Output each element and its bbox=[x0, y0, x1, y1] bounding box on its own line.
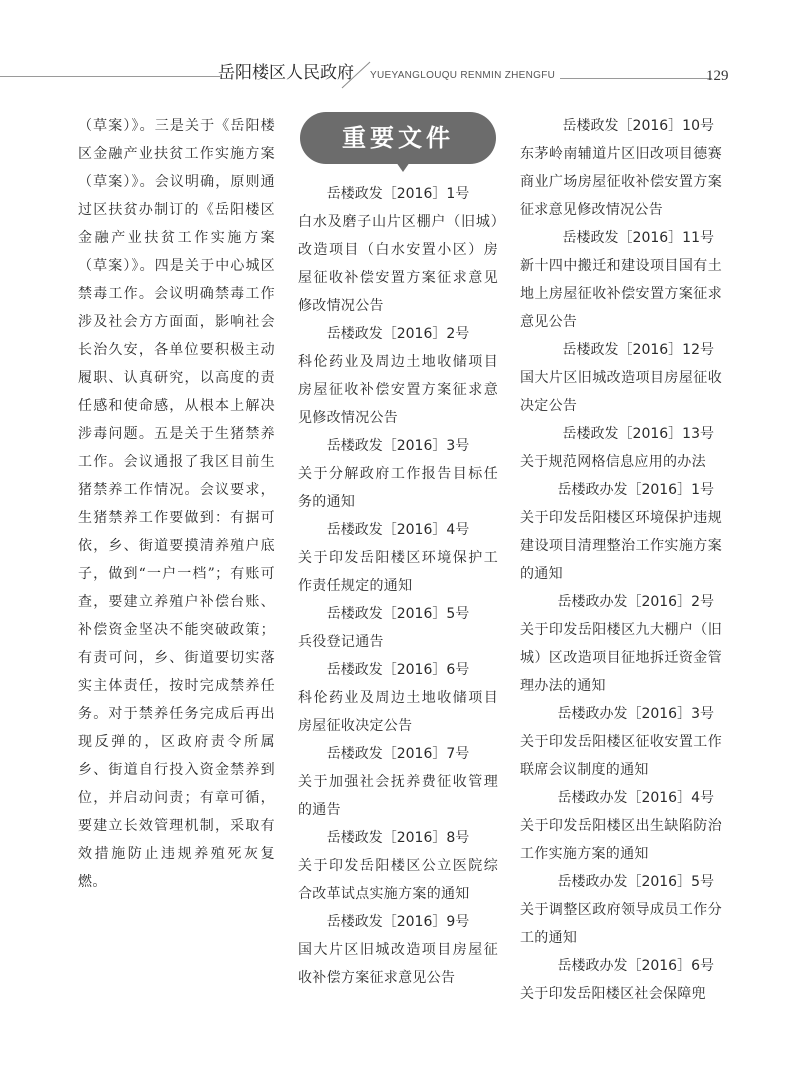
document-title: 关于印发岳阳楼区公立医院综合改革试点实施方案的通知 bbox=[298, 858, 498, 902]
document-title: 科伦药业及周边土地收储项目房屋征收决定公告 bbox=[298, 690, 498, 734]
document-entry bbox=[520, 952, 722, 1008]
document-title: 科伦药业及周边土地收储项目房屋征收补偿安置方案征求意见修改情况公告 bbox=[298, 354, 498, 426]
document-number: 岳楼政办发［2016］6号 bbox=[557, 958, 714, 974]
document-entry bbox=[520, 476, 722, 588]
document-title: 白水及磨子山片区棚户（旧城）改造项目（白水安置小区）房屋征收补偿安置方案征求意见修改情况公告 bbox=[298, 214, 498, 314]
document-title: 新十四中搬迁和建设项目国有土地上房屋征收补偿安置方案征求意见公告 bbox=[520, 258, 722, 330]
banner-pointer bbox=[396, 162, 410, 172]
document-title: 关于调整区政府领导成员工作分工的通知 bbox=[520, 902, 722, 946]
document-title: 关于印发岳阳楼区环境保护工作责任规定的通知 bbox=[298, 550, 498, 594]
document-entry bbox=[520, 868, 722, 952]
document-number: 岳楼政发［2016］5号 bbox=[326, 606, 470, 622]
document-entry bbox=[298, 516, 498, 600]
document-entry bbox=[520, 420, 722, 476]
header-title: 岳阳楼区人民政府 bbox=[218, 63, 354, 83]
left-column bbox=[78, 112, 275, 896]
document-number: 岳楼政发［2016］1号 bbox=[326, 186, 470, 202]
middle-column bbox=[298, 112, 498, 992]
document-entry bbox=[520, 784, 722, 868]
document-number: 岳楼政发［2016］7号 bbox=[326, 746, 470, 762]
document-title: 关于加强社会抚养费征收管理的通告 bbox=[298, 774, 498, 818]
document-entry bbox=[298, 908, 498, 992]
document-entry bbox=[520, 588, 722, 700]
header-rule-left bbox=[0, 76, 220, 77]
header-subtitle: YUEYANGLOUQU RENMIN ZHENGFU bbox=[370, 70, 556, 81]
document-entry bbox=[298, 320, 498, 432]
document-entry bbox=[298, 432, 498, 516]
document-entry bbox=[520, 700, 722, 784]
document-list-middle bbox=[298, 180, 498, 992]
document-list-right bbox=[520, 112, 722, 1008]
document-number: 岳楼政办发［2016］1号 bbox=[557, 482, 714, 498]
document-entry bbox=[298, 824, 498, 908]
document-title: 关于分解政府工作报告目标任务的通知 bbox=[298, 466, 498, 510]
document-number: 岳楼政办发［2016］2号 bbox=[557, 594, 714, 610]
document-number: 岳楼政办发［2016］4号 bbox=[557, 790, 714, 806]
document-number: 岳楼政发［2016］10号 bbox=[562, 118, 714, 134]
document-number: 岳楼政发［2016］12号 bbox=[562, 342, 714, 358]
header-slash-divider bbox=[340, 60, 374, 90]
right-column bbox=[520, 112, 722, 1008]
document-number: 岳楼政办发［2016］5号 bbox=[557, 874, 714, 890]
header-rule-right bbox=[560, 78, 712, 79]
document-entry bbox=[298, 740, 498, 824]
document-number: 岳楼政发［2016］9号 bbox=[326, 914, 470, 930]
document-entry bbox=[520, 336, 722, 420]
document-title: 关于印发岳阳楼区九大棚户（旧城）区改造项目征地拆迁资金管理办法的通知 bbox=[520, 622, 722, 694]
document-entry bbox=[298, 656, 498, 740]
document-entry bbox=[520, 112, 722, 224]
document-number: 岳楼政发［2016］4号 bbox=[326, 522, 470, 538]
document-number: 岳楼政办发［2016］3号 bbox=[557, 706, 714, 722]
section-banner bbox=[300, 112, 496, 164]
document-number: 岳楼政发［2016］2号 bbox=[326, 326, 470, 342]
document-number: 岳楼政发［2016］13号 bbox=[562, 426, 714, 442]
document-title: 国大片区旧城改造项目房屋征收补偿方案征求意见公告 bbox=[298, 942, 498, 986]
document-title: 关于印发岳阳楼区环境保护违规建设项目清理整治工作实施方案的通知 bbox=[520, 510, 722, 582]
document-number: 岳楼政发［2016］11号 bbox=[562, 230, 714, 246]
document-title: 关于印发岳阳楼区征收安置工作联席会议制度的通知 bbox=[520, 734, 722, 778]
document-number: 岳楼政发［2016］3号 bbox=[326, 438, 470, 454]
document-title: 关于规范网格信息应用的办法 bbox=[520, 454, 706, 470]
document-title: 兵役登记通告 bbox=[298, 634, 384, 650]
document-title: 东茅岭南辅道片区旧改项目德赛商业广场房屋征收补偿安置方案征求意见修改情况公告 bbox=[520, 146, 722, 218]
document-number: 岳楼政发［2016］8号 bbox=[326, 830, 470, 846]
document-title: 关于印发岳阳楼区出生缺陷防治工作实施方案的通知 bbox=[520, 818, 722, 862]
page-number: 129 bbox=[706, 68, 729, 84]
document-title: 国大片区旧城改造项目房屋征收决定公告 bbox=[520, 370, 722, 414]
document-entry bbox=[520, 224, 722, 336]
section-title: 重要文件 bbox=[342, 123, 454, 152]
document-entry bbox=[298, 600, 498, 656]
body-paragraph: （草案）》。三是关于《岳阳楼区金融产业扶贫工作实施方案（草案）》。会议明确，原则通过区扶贫办制订的《岳阳楼区金融产业扶贫工作实施方案（草案）》。四是关于中心城区禁毒工作。会议明确禁毒工作涉及社会方方面面，影响社会长治久安，各单位要积极主动履职、认真研究，以高度的责任感和使命感，从根本上解决涉毒问题。五是关于生猪禁养工作。会议通报了我区目前生猪禁养工作情况。会议要求，生猪禁养工作要做到：有据可依，乡、街道要摸清养殖户底子，做到“一户一档”；有账可查，要建立养殖户补偿台账、补偿资金坚决不能突破政策；有责可问，乡、街道要切实落实主体责任，按时完成禁养任务。对于禁养任务完成后再出现反弹的，区政府责令所属乡、街道自行投入资金禁养到位，并启动问责；有章可循，要建立长效管理机制，采取有效措施防止违规养殖死灰复燃。 bbox=[78, 118, 275, 890]
document-title: 关于印发岳阳楼区社会保障兜 bbox=[520, 986, 706, 1002]
document-entry bbox=[298, 180, 498, 320]
document-number: 岳楼政发［2016］6号 bbox=[326, 662, 470, 678]
